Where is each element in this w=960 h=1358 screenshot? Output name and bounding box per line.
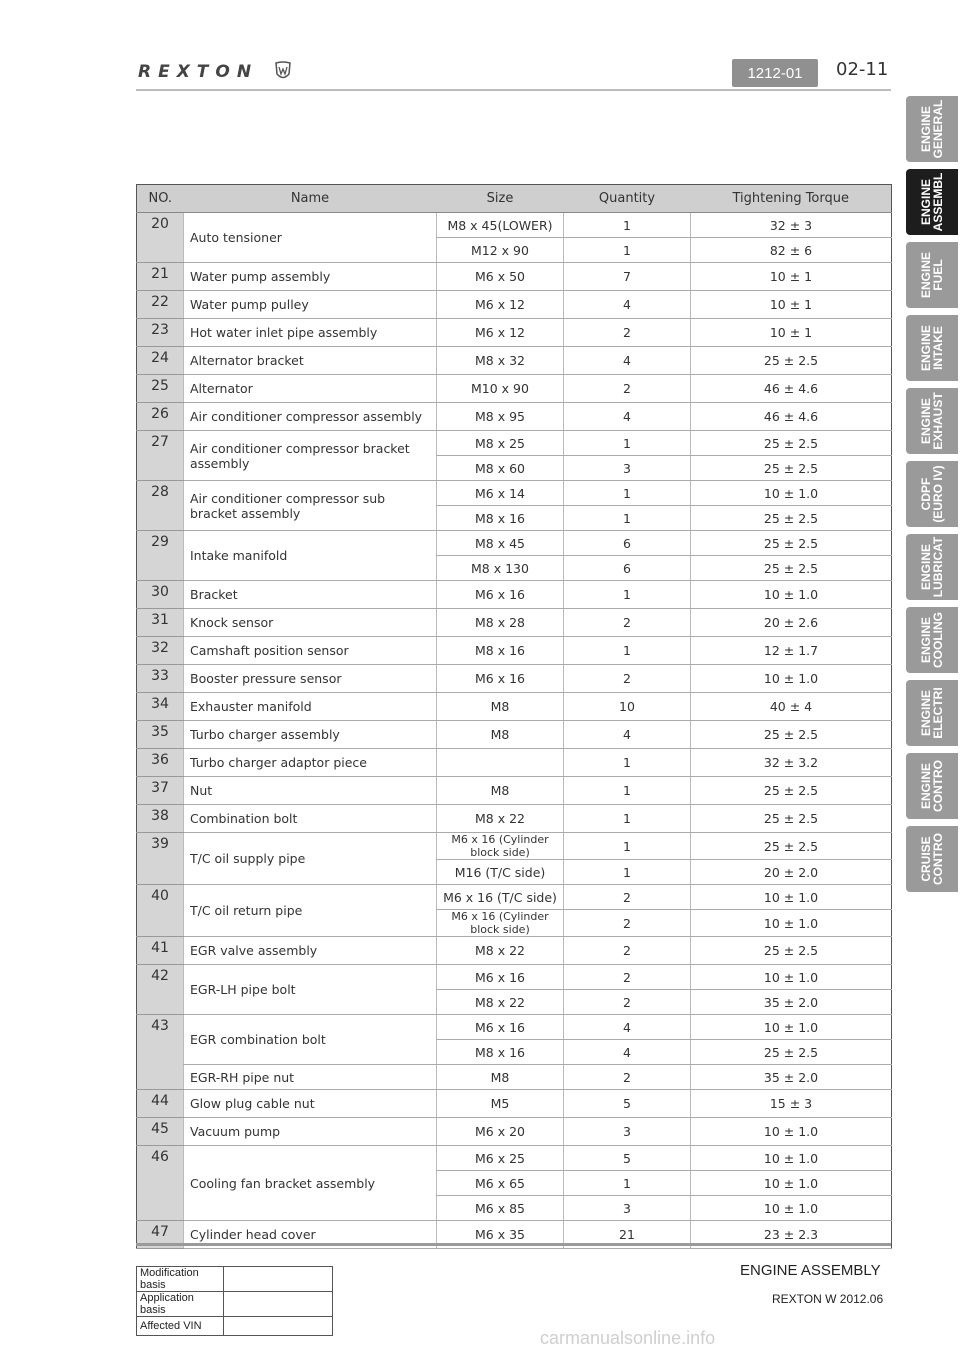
quantity: 1	[564, 637, 691, 665]
quantity: 10	[564, 693, 691, 721]
mod-value	[224, 1292, 333, 1317]
quantity: 2	[564, 665, 691, 693]
column-header-torque: Tightening Torque	[691, 185, 892, 213]
quantity: 21	[564, 1221, 691, 1249]
table-row	[137, 609, 892, 637]
row-number: 39	[137, 833, 184, 885]
tightening-torque: 25 ± 2.5	[691, 456, 892, 481]
bolt-size: M8 x 45	[437, 531, 564, 556]
bolt-size: M8 x 32	[437, 347, 564, 375]
bolt-size: M8 x 16	[437, 637, 564, 665]
part-name: Turbo charger assembly	[184, 721, 437, 749]
quantity: 1	[564, 777, 691, 805]
row-number: 35	[137, 721, 184, 749]
bolt-size: M6 x 16	[437, 581, 564, 609]
table-row	[137, 1015, 892, 1040]
table-row	[137, 1065, 892, 1090]
tightening-torque: 10 ± 1.0	[691, 910, 892, 937]
tightening-torque: 23 ± 2.3	[691, 1221, 892, 1249]
row-number: 46	[137, 1146, 184, 1221]
part-name: Cooling fan bracket assembly	[184, 1146, 437, 1221]
row-number: 40	[137, 885, 184, 937]
bolt-size: M6 x 12	[437, 319, 564, 347]
quantity: 7	[564, 263, 691, 291]
bolt-size	[437, 749, 564, 777]
quantity: 3	[564, 456, 691, 481]
table-row	[137, 263, 892, 291]
tab-label: CRUISE CONTRO	[919, 833, 945, 885]
tightening-torque: 25 ± 2.5	[691, 805, 892, 833]
tightening-torque: 25 ± 2.5	[691, 531, 892, 556]
bolt-size: M6 x 16	[437, 965, 564, 990]
part-name: Air conditioner compressor assembly	[184, 403, 437, 431]
table-row	[137, 1118, 892, 1146]
row-number: 23	[137, 319, 184, 347]
quantity: 4	[564, 291, 691, 319]
quantity: 1	[564, 238, 691, 263]
part-name: Bracket	[184, 581, 437, 609]
bolt-size: M8 x 95	[437, 403, 564, 431]
bolt-size: M8 x 45(LOWER)	[437, 213, 564, 238]
tightening-torque: 10 ± 1.0	[691, 1015, 892, 1040]
row-number: 20	[137, 213, 184, 263]
part-name: Water pump assembly	[184, 263, 437, 291]
tightening-torque: 10 ± 1.0	[691, 581, 892, 609]
tightening-torque: 25 ± 2.5	[691, 347, 892, 375]
table-row	[137, 693, 892, 721]
table-row	[137, 431, 892, 456]
quantity: 2	[564, 1065, 691, 1090]
tightening-torque: 25 ± 2.5	[691, 1040, 892, 1065]
bolt-size: M6 x 16	[437, 1015, 564, 1040]
table-row	[137, 213, 892, 238]
part-name: Hot water inlet pipe assembly	[184, 319, 437, 347]
quantity: 1	[564, 431, 691, 456]
part-name: EGR combination bolt	[184, 1015, 437, 1065]
tab-label: ENGINE GENERAL	[919, 99, 945, 159]
torque-spec-table	[136, 184, 892, 1249]
tab-engine-fuel[interactable]	[906, 242, 958, 308]
quantity: 1	[564, 749, 691, 777]
brand-wordmark: REXTON	[138, 62, 259, 82]
part-name: Glow plug cable nut	[184, 1090, 437, 1118]
row-number: 37	[137, 777, 184, 805]
quantity: 3	[564, 1118, 691, 1146]
tightening-torque: 10 ± 1.0	[691, 1118, 892, 1146]
table-row	[137, 481, 892, 506]
tightening-torque: 25 ± 2.5	[691, 431, 892, 456]
tab-label: ENGINE ASSEMBL	[919, 172, 945, 232]
quantity: 5	[564, 1090, 691, 1118]
header-divider	[136, 89, 891, 91]
part-name: Turbo charger adaptor piece	[184, 749, 437, 777]
bolt-size: M6 x 20	[437, 1118, 564, 1146]
part-name: Camshaft position sensor	[184, 637, 437, 665]
row-number: 33	[137, 665, 184, 693]
tightening-torque: 10 ± 1.0	[691, 665, 892, 693]
bolt-size: M6 x 35	[437, 1221, 564, 1249]
quantity: 1	[564, 860, 691, 885]
column-header-quantity: Quantity	[564, 185, 691, 213]
quantity: 3	[564, 1196, 691, 1221]
table-row	[137, 805, 892, 833]
table-row	[137, 1090, 892, 1118]
table-row	[137, 721, 892, 749]
mod-value	[224, 1317, 333, 1336]
row-number: 32	[137, 637, 184, 665]
column-header-size: Size	[437, 185, 564, 213]
bolt-size: M8	[437, 693, 564, 721]
part-name: Air conditioner compressor bracket assembly	[184, 431, 437, 481]
tightening-torque: 10 ± 1.0	[691, 1171, 892, 1196]
document-code-badge: 1212-01	[732, 59, 818, 87]
page-number: 02-11	[836, 59, 889, 80]
tightening-torque: 25 ± 2.5	[691, 777, 892, 805]
tightening-torque: 25 ± 2.5	[691, 721, 892, 749]
row-number: 28	[137, 481, 184, 531]
tightening-torque: 46 ± 4.6	[691, 403, 892, 431]
quantity: 1	[564, 805, 691, 833]
row-number: 41	[137, 937, 184, 965]
row-number: 29	[137, 531, 184, 581]
quantity: 2	[564, 990, 691, 1015]
table-row	[137, 319, 892, 347]
tightening-torque: 25 ± 2.5	[691, 833, 892, 860]
bolt-size: M8	[437, 721, 564, 749]
part-name: Intake manifold	[184, 531, 437, 581]
bolt-size: M6 x 85	[437, 1196, 564, 1221]
tightening-torque: 10 ± 1.0	[691, 965, 892, 990]
modification-table	[136, 1266, 333, 1336]
tightening-torque: 10 ± 1.0	[691, 1196, 892, 1221]
tightening-torque: 10 ± 1.0	[691, 1146, 892, 1171]
bolt-size: M8 x 22	[437, 990, 564, 1015]
part-name: EGR-LH pipe bolt	[184, 965, 437, 1015]
bolt-size: M8 x 16	[437, 1040, 564, 1065]
brand-emblem-icon	[274, 61, 292, 81]
quantity: 1	[564, 481, 691, 506]
row-number: 42	[137, 965, 184, 1015]
quantity: 1	[564, 506, 691, 531]
bolt-size: M6 x 65	[437, 1171, 564, 1196]
tab-label: ENGINE INTAKE	[919, 324, 945, 372]
part-name: Booster pressure sensor	[184, 665, 437, 693]
table-row	[137, 1146, 892, 1171]
table-row	[137, 1267, 333, 1292]
table-row	[137, 665, 892, 693]
tab-engine-exhaust[interactable]	[906, 388, 958, 454]
tab-engine-assembl[interactable]	[906, 169, 958, 235]
part-name: Cylinder head cover	[184, 1221, 437, 1249]
tab-label: ENGINE EXHAUST	[919, 392, 945, 450]
table-row	[137, 375, 892, 403]
tab-label: CDPF (EURO IV)	[919, 465, 945, 523]
tightening-torque: 46 ± 4.6	[691, 375, 892, 403]
table-row	[137, 347, 892, 375]
bolt-size: M6 x 25	[437, 1146, 564, 1171]
row-number: 21	[137, 263, 184, 291]
table-row	[137, 777, 892, 805]
bolt-size: M6 x 16	[437, 665, 564, 693]
quantity: 1	[564, 213, 691, 238]
table-row	[137, 403, 892, 431]
table-row	[137, 291, 892, 319]
part-name: Exhauster manifold	[184, 693, 437, 721]
tightening-torque: 12 ± 1.7	[691, 637, 892, 665]
bolt-size: M8 x 22	[437, 805, 564, 833]
tightening-torque: 35 ± 2.0	[691, 1065, 892, 1090]
footer-divider	[136, 1243, 891, 1246]
tab-label: ENGINE FUEL	[919, 251, 945, 299]
table-row	[137, 937, 892, 965]
bolt-size: M12 x 90	[437, 238, 564, 263]
tightening-torque: 20 ± 2.0	[691, 860, 892, 885]
tightening-torque: 32 ± 3.2	[691, 749, 892, 777]
brand-logo	[138, 58, 298, 88]
quantity: 2	[564, 375, 691, 403]
tab-engine-electri[interactable]	[906, 680, 958, 746]
quantity: 6	[564, 531, 691, 556]
part-name: T/C oil return pipe	[184, 885, 437, 937]
part-name: Alternator bracket	[184, 347, 437, 375]
table-row	[137, 1292, 333, 1317]
row-number: 44	[137, 1090, 184, 1118]
bolt-size: M8 x 25	[437, 431, 564, 456]
table-row	[137, 833, 892, 860]
watermark: carmanualsonline.info	[540, 1328, 716, 1348]
tab-label: ENGINE ELECTRI	[919, 687, 945, 739]
row-number: 24	[137, 347, 184, 375]
table-row	[137, 637, 892, 665]
bolt-size: M8	[437, 1065, 564, 1090]
bolt-size: M16 (T/C side)	[437, 860, 564, 885]
table-row	[137, 885, 892, 910]
table-row	[137, 965, 892, 990]
part-name: Water pump pulley	[184, 291, 437, 319]
bolt-size: M6 x 14	[437, 481, 564, 506]
tightening-torque: 32 ± 3	[691, 213, 892, 238]
bolt-size: M8 x 60	[437, 456, 564, 481]
tightening-torque: 25 ± 2.5	[691, 556, 892, 581]
bolt-size: M8 x 130	[437, 556, 564, 581]
row-number: 45	[137, 1118, 184, 1146]
tightening-torque: 10 ± 1.0	[691, 481, 892, 506]
part-name: EGR valve assembly	[184, 937, 437, 965]
part-name: Combination bolt	[184, 805, 437, 833]
tightening-torque: 10 ± 1	[691, 319, 892, 347]
tab-label: ENGINE LUBRICAT	[919, 536, 945, 598]
tab-engine-contro[interactable]	[906, 753, 958, 819]
column-header-name: Name	[184, 185, 437, 213]
tightening-torque: 10 ± 1	[691, 263, 892, 291]
row-number: 22	[137, 291, 184, 319]
row-number: 34	[137, 693, 184, 721]
tab-label: ENGINE CONTRO	[919, 760, 945, 812]
part-name: Alternator	[184, 375, 437, 403]
row-number: 27	[137, 431, 184, 481]
tightening-torque: 35 ± 2.0	[691, 990, 892, 1015]
table-row	[137, 531, 892, 556]
quantity: 6	[564, 556, 691, 581]
row-number: 43	[137, 1015, 184, 1090]
bolt-size: M10 x 90	[437, 375, 564, 403]
part-name: T/C oil supply pipe	[184, 833, 437, 885]
tightening-torque: 10 ± 1	[691, 291, 892, 319]
tightening-torque: 40 ± 4	[691, 693, 892, 721]
bolt-size: M5	[437, 1090, 564, 1118]
tightening-torque: 10 ± 1.0	[691, 885, 892, 910]
tightening-torque: 82 ± 6	[691, 238, 892, 263]
quantity: 2	[564, 965, 691, 990]
bolt-size: M8 x 16	[437, 506, 564, 531]
part-name: Knock sensor	[184, 609, 437, 637]
table-row	[137, 749, 892, 777]
quantity: 4	[564, 721, 691, 749]
bolt-size: M6 x 12	[437, 291, 564, 319]
tightening-torque: 25 ± 2.5	[691, 506, 892, 531]
row-number: 47	[137, 1221, 184, 1249]
bolt-size: M6 x 16 (Cylinder block side)	[437, 910, 564, 937]
quantity: 2	[564, 319, 691, 347]
bolt-size: M8	[437, 777, 564, 805]
mod-label: Modification basis	[137, 1267, 224, 1292]
row-number: 31	[137, 609, 184, 637]
column-header-no: NO.	[137, 185, 184, 213]
section-title: ENGINE ASSEMBLY	[740, 1262, 881, 1279]
table-header-row	[137, 185, 892, 213]
quantity: 1	[564, 833, 691, 860]
row-number: 25	[137, 375, 184, 403]
tightening-torque: 20 ± 2.6	[691, 609, 892, 637]
quantity: 1	[564, 1171, 691, 1196]
part-name: Air conditioner compressor sub bracket assembly	[184, 481, 437, 531]
row-number: 30	[137, 581, 184, 609]
quantity: 2	[564, 910, 691, 937]
row-number: 36	[137, 749, 184, 777]
quantity: 4	[564, 1015, 691, 1040]
row-number: 26	[137, 403, 184, 431]
tab-cdpf-euro-iv[interactable]	[906, 461, 958, 527]
part-name: Auto tensioner	[184, 213, 437, 263]
part-name: Nut	[184, 777, 437, 805]
tab-cruise-contro[interactable]	[906, 826, 958, 892]
tightening-torque: 25 ± 2.5	[691, 937, 892, 965]
bolt-size: M8 x 22	[437, 937, 564, 965]
table-row	[137, 1317, 333, 1336]
bolt-size: M6 x 50	[437, 263, 564, 291]
tightening-torque: 15 ± 3	[691, 1090, 892, 1118]
quantity: 2	[564, 609, 691, 637]
tab-engine-lubricat[interactable]	[906, 534, 958, 600]
bolt-size: M8 x 28	[437, 609, 564, 637]
mod-label: Application basis	[137, 1292, 224, 1317]
mod-value	[224, 1267, 333, 1292]
tab-engine-cooling[interactable]	[906, 607, 958, 673]
quantity: 5	[564, 1146, 691, 1171]
bolt-size: M6 x 16 (T/C side)	[437, 885, 564, 910]
part-name: EGR-RH pipe nut	[184, 1065, 437, 1090]
table-row	[137, 581, 892, 609]
tab-engine-intake[interactable]	[906, 315, 958, 381]
tab-engine-general[interactable]	[906, 96, 958, 162]
part-name: Vacuum pump	[184, 1118, 437, 1146]
quantity: 1	[564, 581, 691, 609]
row-number: 38	[137, 805, 184, 833]
bolt-size: M6 x 16 (Cylinder block side)	[437, 833, 564, 860]
quantity: 4	[564, 403, 691, 431]
tab-label: ENGINE COOLING	[919, 612, 945, 668]
quantity: 4	[564, 1040, 691, 1065]
quantity: 2	[564, 885, 691, 910]
model-label: REXTON W 2012.06	[772, 1292, 884, 1306]
quantity: 2	[564, 937, 691, 965]
mod-label: Affected VIN	[137, 1317, 224, 1336]
quantity: 4	[564, 347, 691, 375]
